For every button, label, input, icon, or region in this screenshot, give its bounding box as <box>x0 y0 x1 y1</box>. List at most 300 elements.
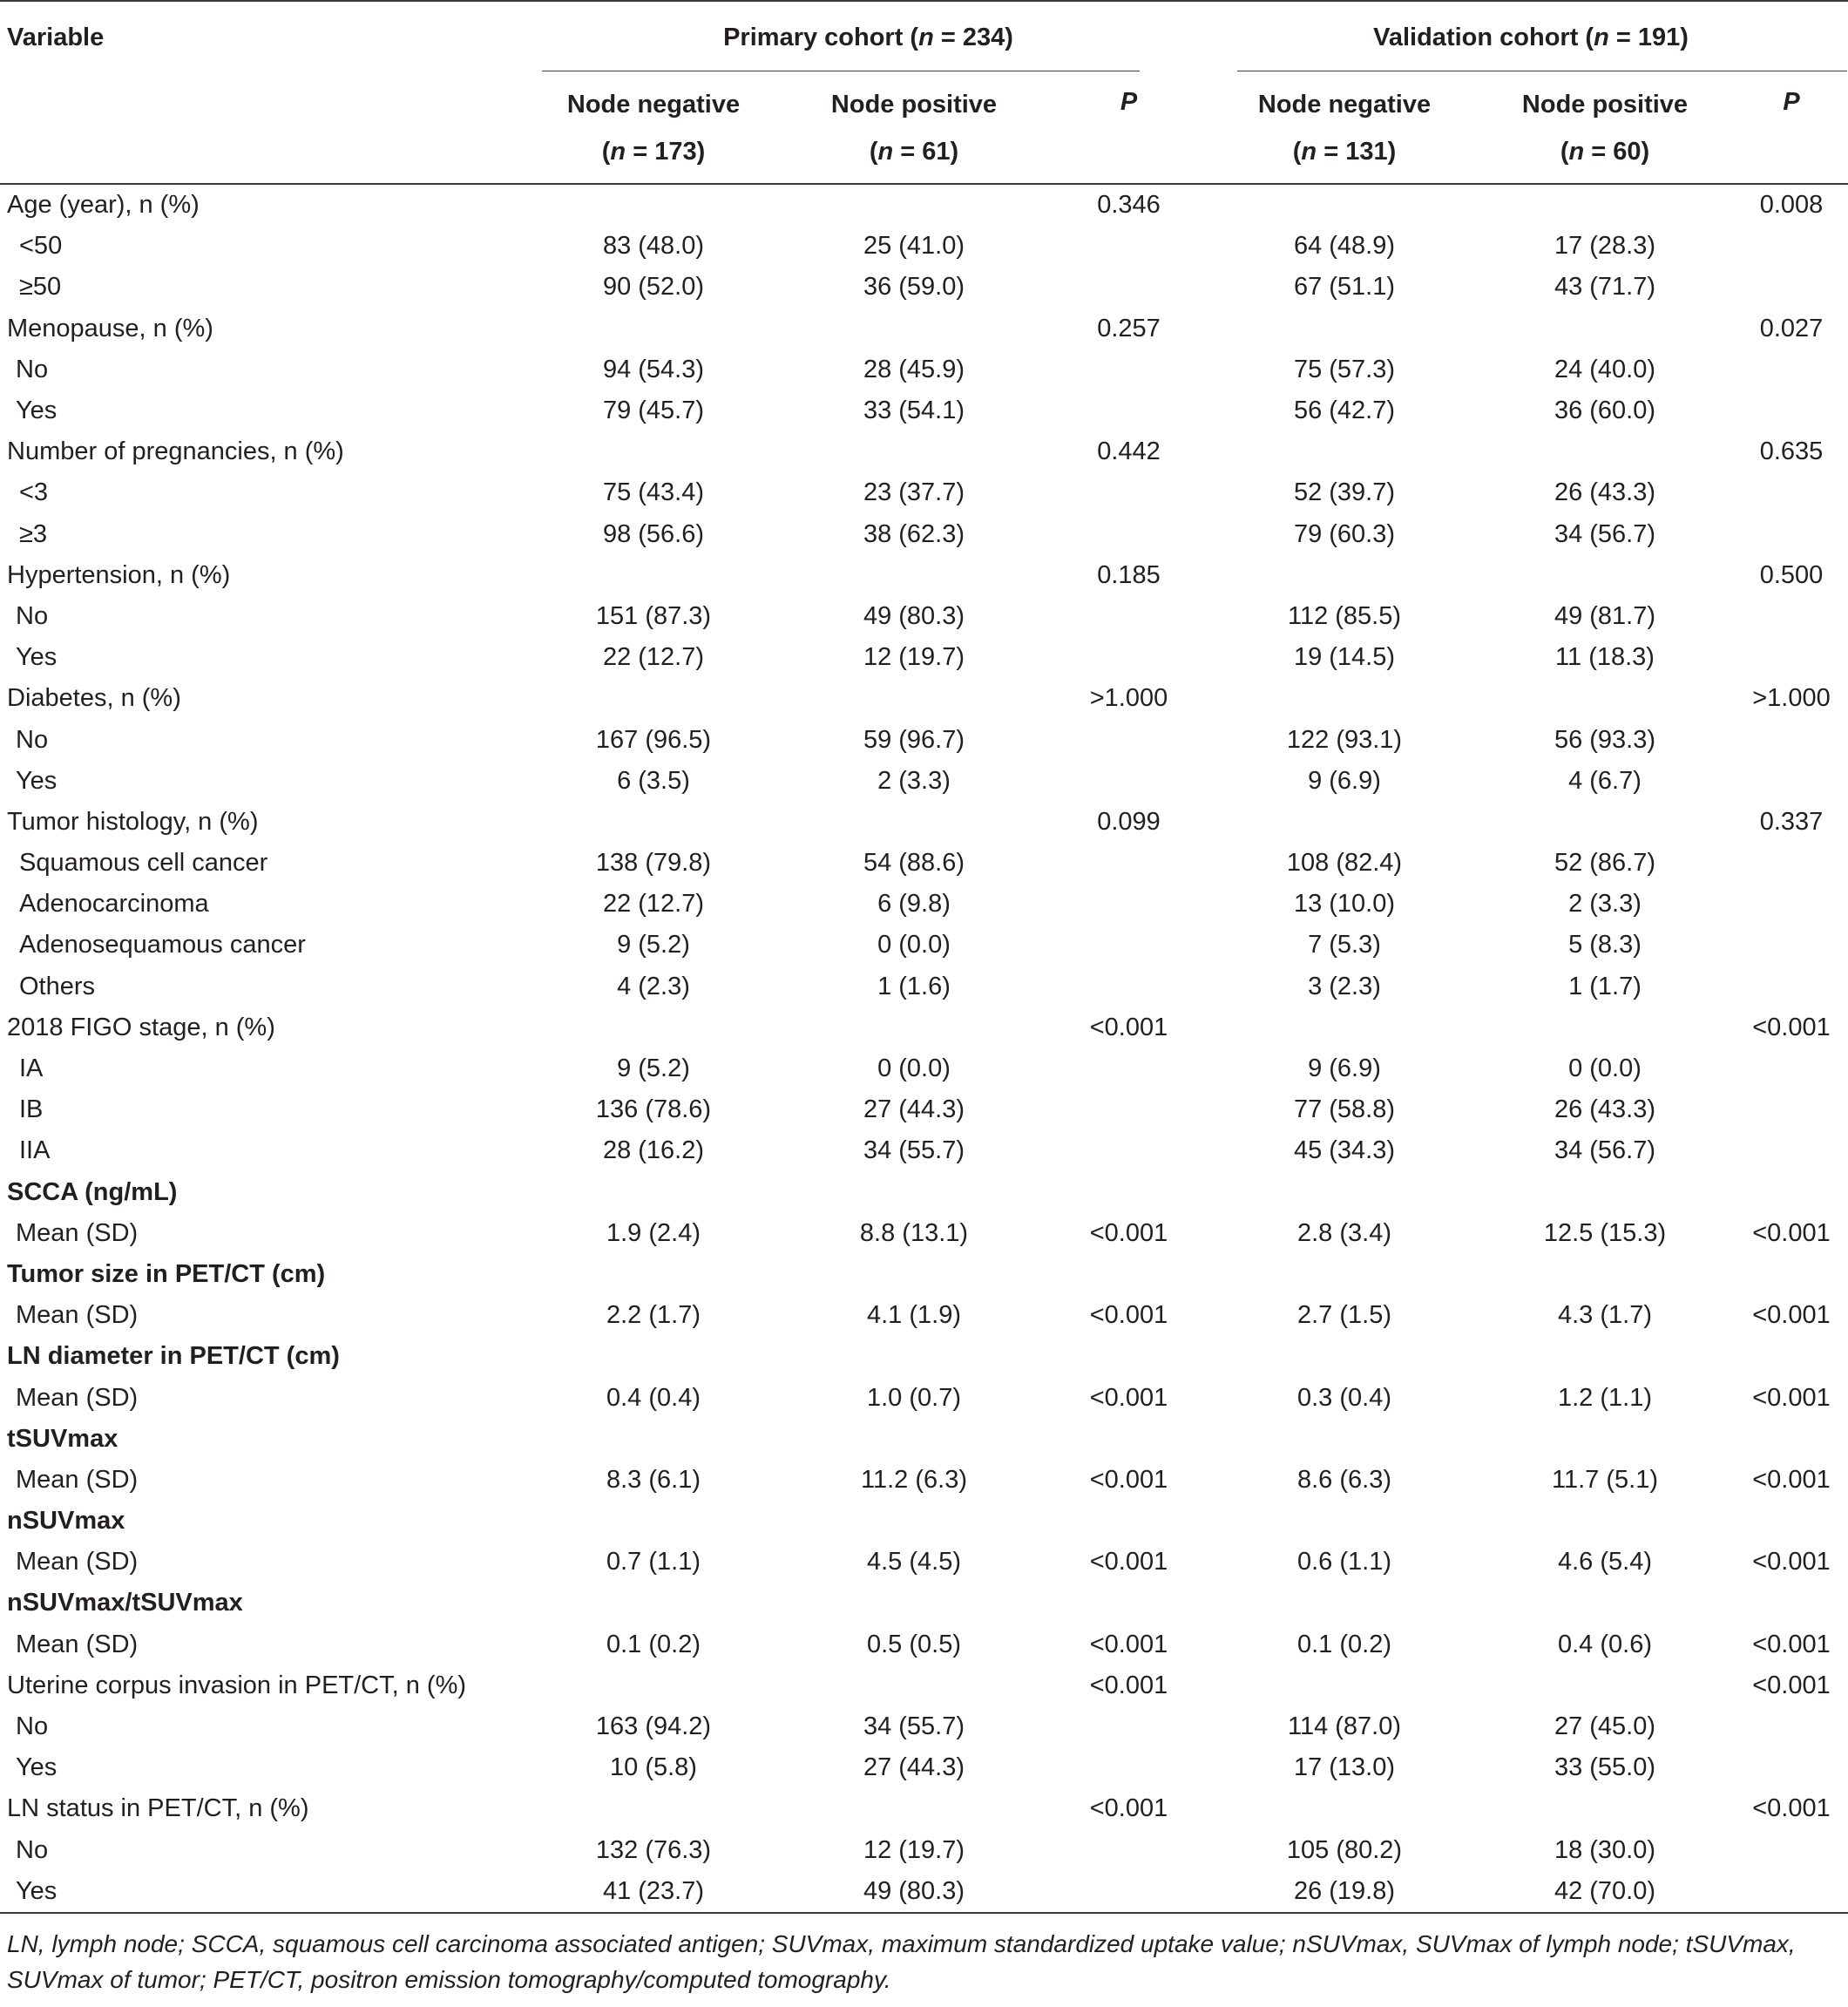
validation-p-value-cell: <0.001 <box>1752 1794 1831 1823</box>
validation-node-negative-cell <box>1214 1419 1475 1460</box>
primary-node-negative-cell: 8.3 (6.1) <box>606 1465 701 1494</box>
primary-p-value-cell <box>1044 843 1214 884</box>
validation-node-positive-cell <box>1475 1583 1735 1624</box>
primary-node-negative-n: (n = 173) <box>601 138 706 166</box>
primary-node-positive-cell: 12 (19.7) <box>863 643 965 672</box>
row-label: ≥50 <box>19 273 62 302</box>
validation-p-value-cell <box>1735 1583 1848 1624</box>
primary-node-positive-cell: 54 (88.6) <box>863 849 965 878</box>
validation-node-positive-cell <box>1475 1419 1735 1460</box>
validation-node-negative-cell <box>1214 309 1475 349</box>
primary-p-header <box>1044 73 1214 184</box>
row-label: IA <box>19 1054 44 1083</box>
primary-node-positive-label: Node positive <box>830 91 998 119</box>
validation-node-negative-cell: 64 (48.9) <box>1293 232 1396 261</box>
validation-node-negative-cell: 79 (60.3) <box>1293 519 1396 548</box>
primary-p-value-cell <box>1044 1130 1214 1171</box>
validation-node-negative-cell: 114 (87.0) <box>1287 1712 1402 1741</box>
validation-node-positive-cell: 4.3 (1.7) <box>1558 1301 1652 1330</box>
table-row <box>0 349 1848 390</box>
validation-node-positive-cell: 18 (30.0) <box>1554 1835 1656 1864</box>
primary-node-positive-cell: 59 (96.7) <box>863 725 965 754</box>
primary-node-negative-cell <box>523 678 784 719</box>
validation-node-negative-cell: 19 (14.5) <box>1293 643 1396 672</box>
table-row <box>0 761 1848 802</box>
table-row <box>0 1501 1848 1542</box>
validation-node-negative-cell: 9 (6.9) <box>1308 1054 1381 1083</box>
primary-node-negative-cell <box>523 1254 784 1295</box>
validation-node-negative-cell: 2.8 (3.4) <box>1297 1218 1391 1247</box>
validation-p-value-cell <box>1735 1172 1848 1213</box>
validation-node-negative-cell: 3 (2.3) <box>1308 972 1381 1000</box>
primary-p-value-cell <box>1044 1830 1214 1871</box>
validation-node-positive-cell: 52 (86.7) <box>1554 849 1656 878</box>
primary-node-negative-cell: 151 (87.3) <box>595 601 712 630</box>
validation-node-positive-cell <box>1475 1254 1735 1295</box>
validation-node-positive-cell <box>1475 555 1735 596</box>
primary-cohort-header: Primary cohort (n = 234) <box>723 23 1013 51</box>
validation-node-positive-cell <box>1475 184 1735 226</box>
primary-p-value-cell: <0.001 <box>1089 1013 1168 1041</box>
primary-p-value-cell <box>1044 1172 1214 1213</box>
primary-node-negative-cell: 22 (12.7) <box>602 890 705 919</box>
primary-p-value-cell <box>1044 637 1214 678</box>
primary-p-value-cell <box>1044 1336 1214 1377</box>
row-label: <50 <box>19 232 63 261</box>
primary-node-negative-cell: 9 (5.2) <box>617 931 690 959</box>
validation-node-positive-cell: 42 (70.0) <box>1554 1876 1656 1905</box>
row-label: Yes <box>16 397 58 425</box>
primary-node-positive-cell: 49 (80.3) <box>863 1876 965 1905</box>
header-row-columns <box>0 73 1848 184</box>
row-label: Mean (SD) <box>16 1218 139 1247</box>
primary-node-positive-cell: 1 (1.6) <box>877 972 951 1000</box>
table-row <box>0 1871 1848 1913</box>
primary-p-value-cell <box>1044 1501 1214 1542</box>
primary-p-value-cell <box>1044 1706 1214 1747</box>
validation-node-positive-cell: 49 (81.7) <box>1554 601 1656 630</box>
validation-node-negative-cell: 0.1 (0.2) <box>1297 1630 1391 1658</box>
primary-node-positive-cell <box>784 1501 1044 1542</box>
validation-node-positive-cell <box>1475 1007 1735 1048</box>
validation-p-value-cell: <0.001 <box>1752 1630 1831 1658</box>
validation-node-negative-cell: 105 (80.2) <box>1286 1835 1403 1864</box>
row-label: nSUVmax <box>7 1507 125 1536</box>
validation-node-negative-cell: 9 (6.9) <box>1308 766 1381 795</box>
table-row <box>0 1048 1848 1089</box>
validation-node-negative-cell: 112 (85.5) <box>1287 601 1402 630</box>
row-label: tSUVmax <box>7 1424 118 1453</box>
validation-p-value-cell <box>1735 1130 1848 1171</box>
primary-node-negative-cell: 0.7 (1.1) <box>606 1548 701 1576</box>
validation-node-negative-cell: 67 (51.1) <box>1293 273 1396 302</box>
table-row <box>0 1583 1848 1624</box>
validation-p-value-cell: <0.001 <box>1752 1671 1831 1699</box>
primary-node-negative-cell: 4 (2.3) <box>617 972 690 1000</box>
table-row <box>0 884 1848 925</box>
primary-p-value-cell: <0.001 <box>1089 1465 1168 1494</box>
primary-node-positive-cell: 33 (54.1) <box>863 397 965 425</box>
primary-node-negative-cell: 2.2 (1.7) <box>606 1301 701 1330</box>
validation-p-value-cell <box>1735 1747 1848 1788</box>
validation-p-header <box>1735 73 1848 184</box>
table-row <box>0 1830 1848 1871</box>
validation-node-positive-cell <box>1475 1336 1735 1377</box>
primary-node-positive-cell <box>784 1419 1044 1460</box>
primary-node-negative-header <box>523 73 784 184</box>
table-row <box>0 309 1848 349</box>
primary-node-negative-cell <box>523 1336 784 1377</box>
table-row <box>0 1747 1848 1788</box>
validation-p-value-cell <box>1735 1336 1848 1377</box>
primary-node-negative-cell: 98 (56.6) <box>602 519 705 548</box>
primary-node-negative-cell: 9 (5.2) <box>617 1054 690 1083</box>
primary-node-negative-cell <box>523 1788 784 1829</box>
validation-node-positive-cell: 1.2 (1.1) <box>1558 1383 1652 1412</box>
table-row <box>0 1460 1848 1501</box>
primary-node-positive-cell: 27 (44.3) <box>863 1753 965 1782</box>
primary-node-negative-cell: 94 (54.3) <box>602 355 705 383</box>
validation-node-positive-cell: 36 (60.0) <box>1554 397 1656 425</box>
row-label: IB <box>19 1095 44 1124</box>
row-label: Age (year), n (%) <box>7 191 200 220</box>
primary-node-positive-cell <box>784 309 1044 349</box>
table-row <box>0 925 1848 966</box>
row-label: No <box>16 1712 49 1741</box>
validation-node-negative-cell <box>1214 1788 1475 1829</box>
validation-node-positive-cell: 24 (40.0) <box>1554 355 1656 383</box>
primary-p-value-cell <box>1044 349 1214 390</box>
primary-node-positive-cell: 0 (0.0) <box>877 1054 951 1083</box>
primary-p-value-cell <box>1044 966 1214 1007</box>
table-row <box>0 1130 1848 1171</box>
validation-p-value-cell <box>1735 966 1848 1007</box>
primary-p-value-cell <box>1044 719 1214 760</box>
table-row <box>0 472 1848 513</box>
row-label: No <box>16 1835 49 1864</box>
row-label: ≥3 <box>19 519 48 548</box>
validation-p-value-cell <box>1735 1501 1848 1542</box>
primary-node-negative-cell <box>523 1501 784 1542</box>
primary-node-negative-cell: 136 (78.6) <box>595 1095 712 1124</box>
validation-node-positive-cell: 43 (71.7) <box>1554 273 1656 302</box>
primary-node-positive-cell: 27 (44.3) <box>863 1095 965 1124</box>
primary-p-value-cell: <0.001 <box>1089 1794 1168 1823</box>
row-label: Mean (SD) <box>16 1383 139 1412</box>
validation-node-negative-cell <box>1214 1583 1475 1624</box>
primary-node-negative-cell <box>523 802 784 843</box>
validation-node-negative-cell: 13 (10.0) <box>1293 890 1396 919</box>
primary-p-value-cell: <0.001 <box>1089 1671 1168 1699</box>
table-body <box>0 184 1848 1913</box>
primary-p-value-cell <box>1044 1747 1214 1788</box>
validation-node-negative-cell <box>1214 555 1475 596</box>
row-label: Yes <box>16 643 58 672</box>
validation-node-positive-cell: 5 (8.3) <box>1568 931 1642 959</box>
table-row <box>0 1336 1848 1377</box>
primary-node-positive-cell <box>784 678 1044 719</box>
table-row <box>0 1172 1848 1213</box>
validation-node-negative-cell: 75 (57.3) <box>1293 355 1396 383</box>
primary-p-value-cell: 0.346 <box>1097 191 1161 220</box>
validation-p-value-cell <box>1735 761 1848 802</box>
primary-node-positive-cell: 4.1 (1.9) <box>867 1301 961 1330</box>
primary-node-negative-cell: 75 (43.4) <box>602 478 705 507</box>
primary-node-positive-cell: 34 (55.7) <box>863 1712 965 1741</box>
primary-node-negative-cell <box>523 1419 784 1460</box>
validation-node-positive-cell: 0 (0.0) <box>1568 1054 1642 1083</box>
row-label: Adenocarcinoma <box>19 890 209 919</box>
row-label: Yes <box>16 766 58 795</box>
validation-node-negative-cell <box>1214 1336 1475 1377</box>
primary-p-value-cell: 0.099 <box>1097 807 1161 836</box>
table-row <box>0 1665 1848 1706</box>
row-label: Others <box>19 972 96 1000</box>
primary-node-negative-cell: 1.9 (2.4) <box>606 1218 701 1247</box>
validation-node-negative-cell <box>1214 431 1475 472</box>
primary-p-value-cell <box>1044 1048 1214 1089</box>
validation-node-positive-cell <box>1475 1665 1735 1706</box>
validation-p-value-cell: <0.001 <box>1752 1301 1831 1330</box>
row-label: 2018 FIGO stage, n (%) <box>7 1013 275 1041</box>
validation-p-value-cell <box>1735 637 1848 678</box>
table-row <box>0 1788 1848 1829</box>
row-label: Mean (SD) <box>16 1301 139 1330</box>
primary-node-positive-cell: 49 (80.3) <box>863 601 965 630</box>
validation-node-negative-cell <box>1214 1254 1475 1295</box>
validation-p-value-cell: <0.001 <box>1752 1465 1831 1494</box>
validation-cohort-header: Validation cohort (n = 191) <box>1373 23 1689 51</box>
primary-node-negative-cell <box>523 555 784 596</box>
validation-node-positive-cell: 0.4 (0.6) <box>1558 1630 1652 1658</box>
validation-p-value-cell <box>1735 719 1848 760</box>
validation-p-value-cell: 0.027 <box>1759 314 1824 342</box>
validation-p-value-cell: 0.337 <box>1759 807 1824 836</box>
row-label: <3 <box>19 478 49 507</box>
primary-node-negative-cell <box>523 184 784 226</box>
primary-node-negative-cell: 22 (12.7) <box>602 643 705 672</box>
table-row <box>0 1254 1848 1295</box>
validation-p-value-cell <box>1735 472 1848 513</box>
primary-p-value-cell <box>1044 390 1214 431</box>
primary-node-negative-cell: 6 (3.5) <box>617 766 690 795</box>
primary-node-negative-label: Node negative <box>566 91 741 119</box>
primary-node-negative-cell <box>523 431 784 472</box>
primary-node-negative-cell: 90 (52.0) <box>602 273 705 302</box>
primary-node-positive-cell: 0 (0.0) <box>877 931 951 959</box>
table-row <box>0 184 1848 226</box>
primary-node-positive-cell <box>784 1007 1044 1048</box>
table-row <box>0 719 1848 760</box>
validation-p-value-cell: <0.001 <box>1752 1383 1831 1412</box>
primary-node-positive-cell <box>784 1583 1044 1624</box>
table-row <box>0 678 1848 719</box>
validation-node-negative-n: (n = 131) <box>1292 138 1397 166</box>
validation-node-positive-cell: 34 (56.7) <box>1554 1136 1656 1165</box>
validation-node-negative-cell <box>1214 1501 1475 1542</box>
table-row <box>0 1089 1848 1130</box>
validation-node-positive-cell <box>1475 1501 1735 1542</box>
primary-p-value-cell <box>1044 884 1214 925</box>
table-footnote: LN, lymph node; SCCA, squamous cell carcinoma associated antigen; SUVmax, maximum standardized uptake value; nSUVmax, SUVmax of lymph node; tSUVmax, SUVmax of tumor; PET/CT, positron emission tomography/computed tomography. <box>7 1930 1796 1993</box>
primary-node-positive-cell <box>784 802 1044 843</box>
primary-node-negative-cell <box>523 1172 784 1213</box>
row-label: Yes <box>16 1876 58 1905</box>
validation-p-value-cell <box>1735 1871 1848 1913</box>
validation-p-value-cell <box>1735 1254 1848 1295</box>
validation-node-negative-cell: 45 (34.3) <box>1293 1136 1396 1165</box>
primary-node-positive-cell <box>784 184 1044 226</box>
validation-p-value-cell <box>1735 925 1848 966</box>
primary-node-positive-cell: 1.0 (0.7) <box>867 1383 961 1412</box>
primary-node-positive-cell: 36 (59.0) <box>863 273 965 302</box>
primary-p-value-cell <box>1044 925 1214 966</box>
row-label: Squamous cell cancer <box>19 849 268 878</box>
row-label: LN status in PET/CT, n (%) <box>7 1794 309 1823</box>
row-label: Number of pregnancies, n (%) <box>7 437 344 466</box>
primary-node-negative-cell: 163 (94.2) <box>595 1712 712 1741</box>
primary-node-negative-cell: 132 (76.3) <box>595 1835 712 1864</box>
table-row <box>0 596 1848 637</box>
validation-node-negative-cell <box>1214 1172 1475 1213</box>
primary-p-value-cell <box>1044 514 1214 555</box>
primary-node-positive-cell <box>784 1788 1044 1829</box>
primary-node-negative-cell <box>523 1007 784 1048</box>
table-row <box>0 390 1848 431</box>
primary-node-negative-cell: 0.1 (0.2) <box>606 1630 701 1658</box>
validation-node-positive-cell: 26 (43.3) <box>1554 478 1656 507</box>
primary-node-negative-cell: 138 (79.8) <box>595 849 712 878</box>
validation-p-value-cell <box>1735 514 1848 555</box>
validation-node-negative-cell: 8.6 (6.3) <box>1297 1465 1391 1494</box>
primary-node-positive-cell <box>784 1665 1044 1706</box>
validation-node-positive-cell: 4 (6.7) <box>1568 766 1642 795</box>
validation-node-negative-cell: 0.6 (1.1) <box>1297 1548 1391 1576</box>
primary-node-positive-cell: 28 (45.9) <box>863 355 965 383</box>
primary-p-value-cell <box>1044 1419 1214 1460</box>
primary-node-positive-cell: 34 (55.7) <box>863 1136 965 1165</box>
primary-node-positive-cell: 25 (41.0) <box>863 232 965 261</box>
primary-p-value-cell: 0.185 <box>1097 560 1161 589</box>
table-row <box>0 637 1848 678</box>
validation-p-value-cell <box>1735 349 1848 390</box>
table-row <box>0 843 1848 884</box>
primary-node-negative-cell: 83 (48.0) <box>602 232 705 261</box>
validation-node-negative-cell <box>1214 1665 1475 1706</box>
validation-p-value-cell <box>1735 884 1848 925</box>
primary-node-negative-cell: 0.4 (0.4) <box>606 1383 701 1412</box>
primary-node-positive-cell: 38 (62.3) <box>863 519 965 548</box>
validation-node-positive-cell <box>1475 431 1735 472</box>
validation-p-value-cell <box>1735 267 1848 308</box>
validation-node-positive-cell: 26 (43.3) <box>1554 1095 1656 1124</box>
validation-p-value-cell: <0.001 <box>1752 1218 1831 1247</box>
validation-node-positive-cell: 12.5 (15.3) <box>1543 1218 1667 1247</box>
validation-node-negative-cell: 26 (19.8) <box>1293 1876 1396 1905</box>
primary-node-positive-cell <box>784 431 1044 472</box>
validation-node-positive-label: Node positive <box>1521 91 1689 119</box>
table-row <box>0 966 1848 1007</box>
validation-node-positive-header <box>1475 73 1735 184</box>
primary-node-positive-header <box>784 73 1044 184</box>
validation-node-positive-cell <box>1475 1788 1735 1829</box>
validation-node-positive-cell: 17 (28.3) <box>1554 232 1656 261</box>
row-label: Menopause, n (%) <box>7 314 213 342</box>
primary-p-value-cell: <0.001 <box>1089 1630 1168 1658</box>
table-row <box>0 1706 1848 1747</box>
validation-node-positive-cell: 56 (93.3) <box>1554 725 1656 754</box>
validation-p-value-cell: 0.635 <box>1759 437 1824 466</box>
primary-p-value-cell <box>1044 1583 1214 1624</box>
primary-node-negative-cell: 79 (45.7) <box>602 397 705 425</box>
row-label: Tumor size in PET/CT (cm) <box>7 1259 326 1288</box>
validation-p-value-cell: <0.001 <box>1752 1013 1831 1041</box>
validation-p-value-cell <box>1735 843 1848 884</box>
primary-p-value-cell: 0.442 <box>1097 437 1161 466</box>
row-label: No <box>16 725 49 754</box>
primary-node-positive-cell: 4.5 (4.5) <box>867 1548 961 1576</box>
primary-p-value-cell <box>1044 761 1214 802</box>
validation-p-value-cell: >1.000 <box>1752 684 1831 713</box>
validation-node-negative-cell: 56 (42.7) <box>1293 397 1396 425</box>
validation-p-value-cell <box>1735 390 1848 431</box>
validation-node-negative-cell: 122 (93.1) <box>1286 725 1403 754</box>
validation-node-negative-cell <box>1214 184 1475 226</box>
validation-node-positive-cell: 27 (45.0) <box>1554 1712 1656 1741</box>
validation-node-negative-cell <box>1214 1007 1475 1048</box>
validation-p-label: P <box>1783 88 1800 116</box>
primary-p-value-cell: >1.000 <box>1089 684 1168 713</box>
primary-p-value-cell: <0.001 <box>1089 1218 1168 1247</box>
validation-node-positive-cell: 11.7 (5.1) <box>1552 1465 1658 1494</box>
primary-node-negative-cell <box>523 309 784 349</box>
validation-p-value-cell <box>1735 1419 1848 1460</box>
table-row <box>0 1007 1848 1048</box>
primary-node-positive-n: (n = 61) <box>869 138 959 166</box>
validation-node-negative-cell: 108 (82.4) <box>1286 849 1403 878</box>
primary-p-value-cell <box>1044 1254 1214 1295</box>
validation-node-negative-cell: 7 (5.3) <box>1308 931 1381 959</box>
primary-node-negative-cell: 28 (16.2) <box>602 1136 705 1165</box>
row-label: Yes <box>16 1753 58 1782</box>
primary-node-positive-cell: 8.8 (13.1) <box>859 1218 969 1247</box>
validation-node-positive-cell: 1 (1.7) <box>1568 972 1642 1000</box>
primary-p-value-cell <box>1044 596 1214 637</box>
primary-node-negative-cell: 41 (23.7) <box>602 1876 705 1905</box>
validation-node-negative-label: Node negative <box>1257 91 1432 119</box>
validation-node-negative-cell: 17 (13.0) <box>1293 1753 1396 1782</box>
table-row <box>0 1377 1848 1418</box>
primary-node-positive-cell: 12 (19.7) <box>863 1835 965 1864</box>
row-label: Hypertension, n (%) <box>7 560 231 589</box>
primary-p-value-cell: <0.001 <box>1089 1383 1168 1412</box>
row-label: Mean (SD) <box>16 1465 139 1494</box>
row-label: SCCA (ng/mL) <box>7 1177 178 1206</box>
validation-node-negative-cell: 0.3 (0.4) <box>1297 1383 1391 1412</box>
primary-p-value-cell <box>1044 472 1214 513</box>
primary-node-negative-cell <box>523 1665 784 1706</box>
variable-header: Variable <box>7 23 105 51</box>
table-row <box>0 1542 1848 1583</box>
validation-node-negative-cell: 77 (58.8) <box>1293 1095 1396 1124</box>
validation-node-positive-cell <box>1475 1172 1735 1213</box>
validation-node-positive-cell <box>1475 678 1735 719</box>
validation-node-negative-cell: 52 (39.7) <box>1293 478 1396 507</box>
validation-p-value-cell <box>1735 1048 1848 1089</box>
primary-node-positive-cell: 11.2 (6.3) <box>861 1465 967 1494</box>
validation-node-positive-cell: 4.6 (5.4) <box>1558 1548 1652 1576</box>
primary-node-negative-cell <box>523 1583 784 1624</box>
